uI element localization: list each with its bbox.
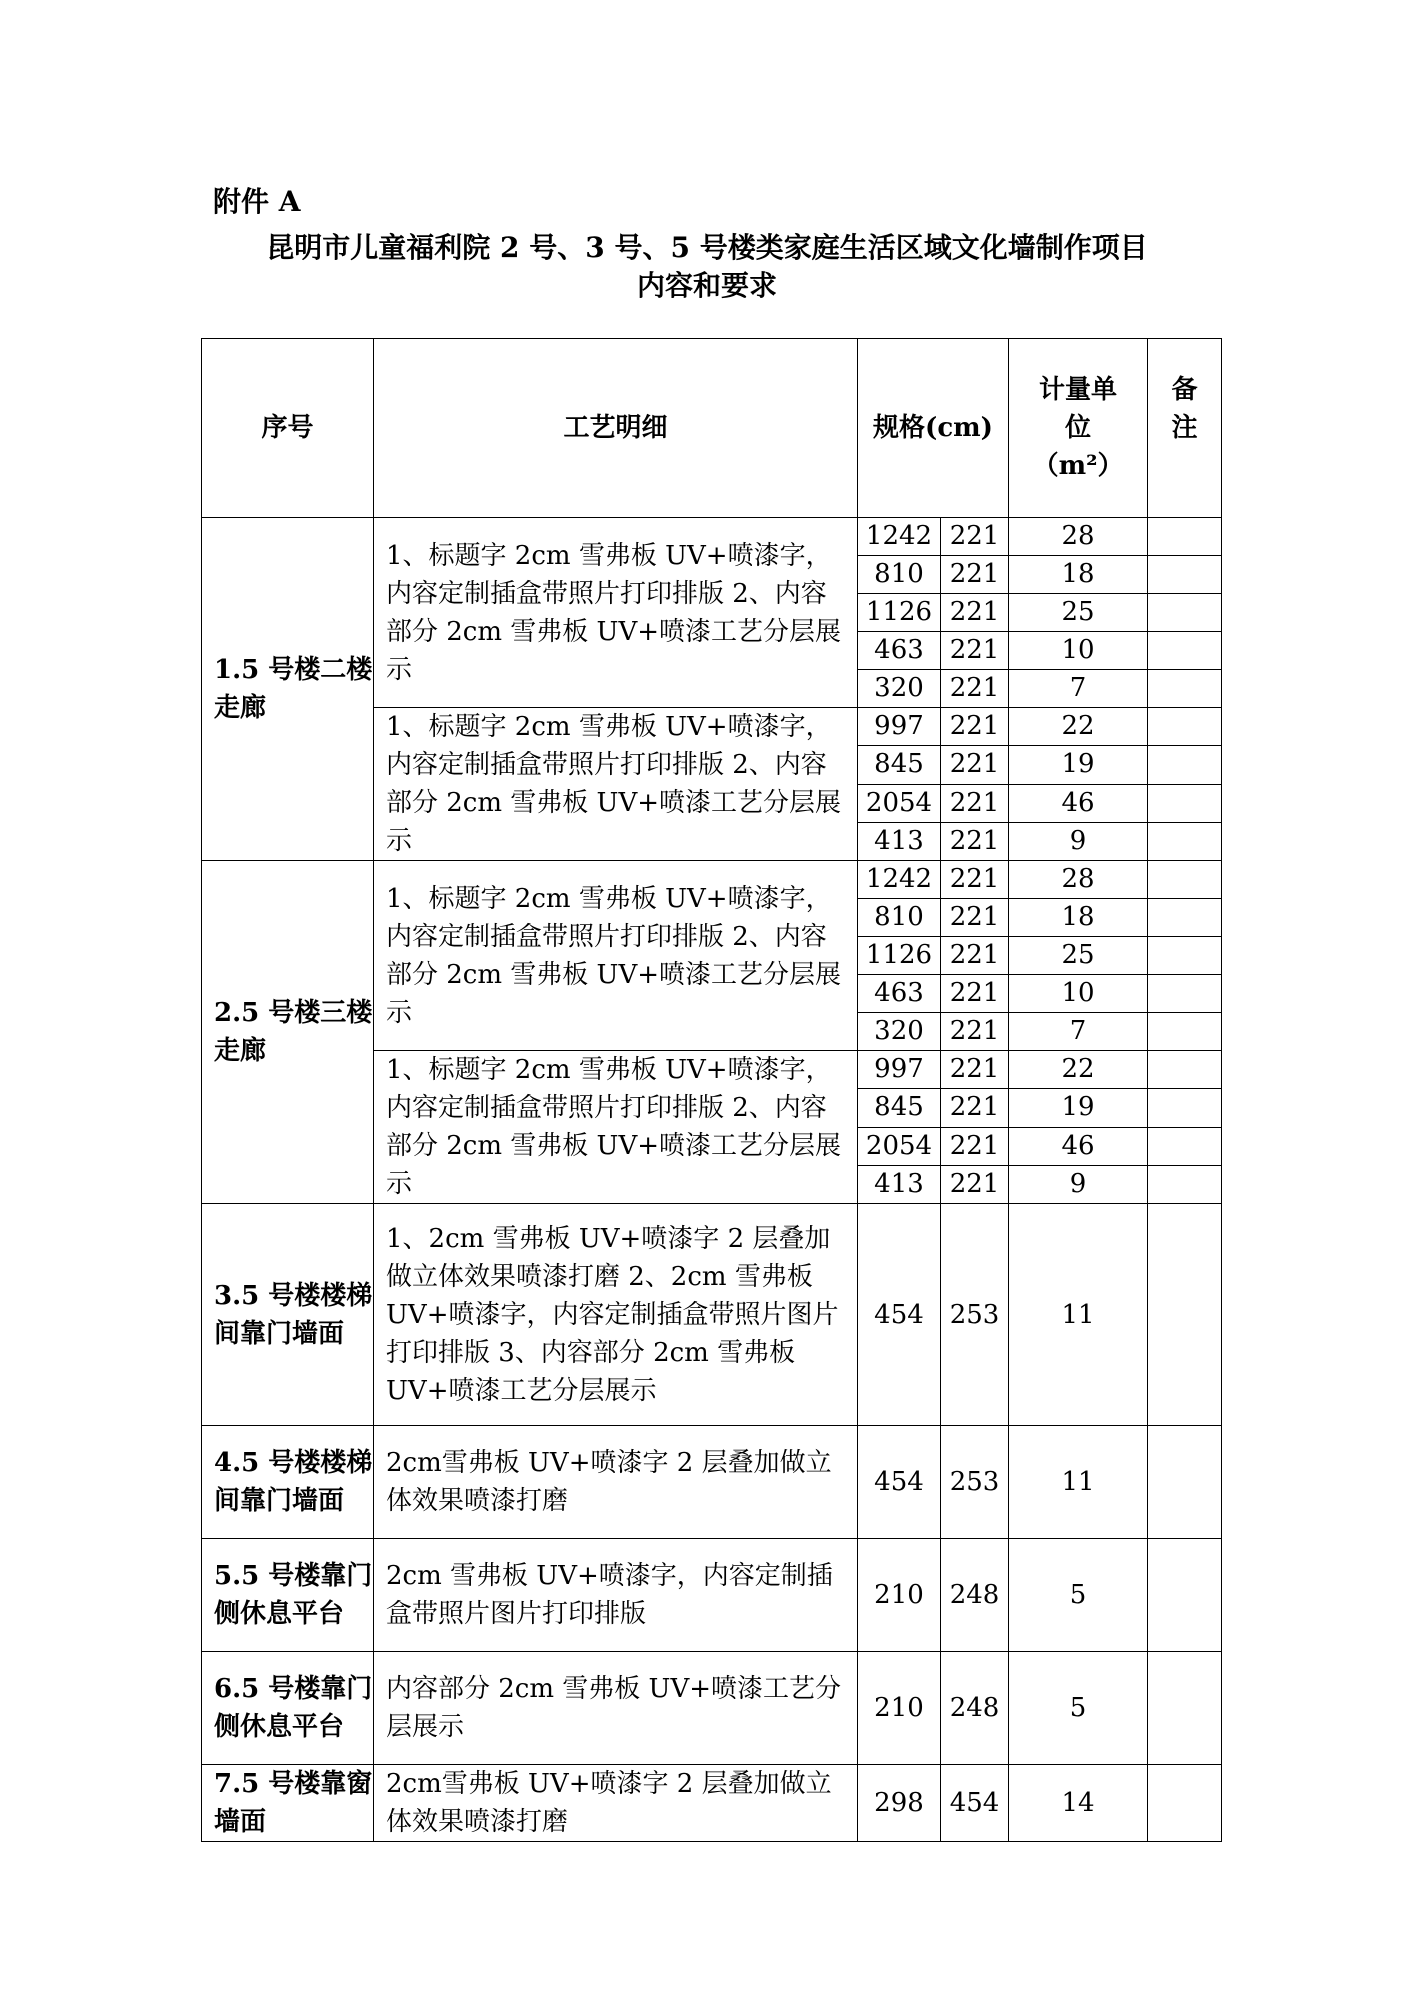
process-detail: 2cm 雪弗板 UV+喷漆字，内容定制插盒带照片图片打印排版 — [374, 1539, 858, 1652]
spec-width: 413 — [858, 822, 941, 860]
spec-width: 845 — [858, 746, 941, 784]
spec-height: 221 — [941, 1051, 1009, 1089]
table-row — [202, 1426, 1222, 1539]
header-unit — [1009, 339, 1148, 518]
remark-cell — [1148, 1765, 1222, 1842]
spec-height: 221 — [941, 556, 1009, 594]
remark-cell — [1148, 937, 1222, 975]
header-spec: 规格(cm) — [858, 339, 1009, 518]
spec-height: 221 — [941, 822, 1009, 860]
spec-width: 1126 — [858, 594, 941, 632]
remark-cell — [1148, 518, 1222, 556]
unit-area: 18 — [1009, 556, 1148, 594]
remark-cell — [1148, 1426, 1222, 1539]
unit-area: 28 — [1009, 518, 1148, 556]
spec-height: 221 — [941, 746, 1009, 784]
spec-height: 221 — [941, 708, 1009, 746]
spec-height: 221 — [941, 1165, 1009, 1203]
table-row — [202, 861, 1222, 899]
spec-width: 413 — [858, 1165, 941, 1203]
remark-cell — [1148, 1204, 1222, 1426]
unit-area: 19 — [1009, 746, 1148, 784]
spec-height: 221 — [941, 861, 1009, 899]
spec-width: 463 — [858, 632, 941, 670]
spec-height: 221 — [941, 937, 1009, 975]
section-label: 2.5 号楼三楼走廊 — [202, 861, 374, 1204]
process-detail: 1、标题字 2cm 雪弗板 UV+喷漆字，内容定制插盒带照片打印排版 2、内容部分 2cm 雪弗板 UV+喷漆工艺分层展示 — [374, 1051, 858, 1204]
unit-area: 5 — [1009, 1652, 1148, 1765]
remark-cell — [1148, 632, 1222, 670]
process-detail: 2cm雪弗板 UV+喷漆字 2 层叠加做立体效果喷漆打磨 — [374, 1765, 858, 1842]
spec-width: 1126 — [858, 937, 941, 975]
process-detail: 1、标题字 2cm 雪弗板 UV+喷漆字，内容定制插盒带照片打印排版 2、内容部分 2cm 雪弗板 UV+喷漆工艺分层展示 — [374, 708, 858, 861]
section-label: 4.5 号楼楼梯间靠门墙面 — [202, 1426, 374, 1539]
spec-width: 810 — [858, 899, 941, 937]
spec-height: 248 — [941, 1539, 1009, 1652]
spec-width: 320 — [858, 1013, 941, 1051]
spec-height: 253 — [941, 1426, 1009, 1539]
unit-area: 25 — [1009, 937, 1148, 975]
spec-height: 248 — [941, 1652, 1009, 1765]
remark-cell — [1148, 1089, 1222, 1127]
attachment-label: 附件 A — [213, 185, 301, 218]
spec-height: 221 — [941, 1089, 1009, 1127]
table-row — [202, 518, 1222, 556]
unit-area: 28 — [1009, 861, 1148, 899]
spec-width: 845 — [858, 1089, 941, 1127]
process-detail: 1、2cm 雪弗板 UV+喷漆字 2 层叠加做立体效果喷漆打磨 2、2cm 雪弗板 UV+喷漆字，内容定制插盒带照片图片打印排版 3、内容部分 2cm 雪弗板 UV+喷漆工艺分层展示 — [374, 1204, 858, 1426]
header-unit-line: 位 — [1065, 413, 1092, 443]
spec-width: 298 — [858, 1765, 941, 1842]
spec-height: 221 — [941, 784, 1009, 822]
unit-area: 9 — [1009, 1165, 1148, 1203]
remark-cell — [1148, 1013, 1222, 1051]
spec-width: 210 — [858, 1652, 941, 1765]
process-detail: 1、标题字 2cm 雪弗板 UV+喷漆字，内容定制插盒带照片打印排版 2、内容部分 2cm 雪弗板 UV+喷漆工艺分层展示 — [374, 518, 858, 708]
spec-width: 454 — [858, 1426, 941, 1539]
table-row — [202, 1765, 1222, 1842]
table-row — [202, 1652, 1222, 1765]
header-remark-line: 注 — [1171, 413, 1198, 443]
remark-cell — [1148, 746, 1222, 784]
process-detail: 内容部分 2cm 雪弗板 UV+喷漆工艺分层展示 — [374, 1652, 858, 1765]
unit-area: 9 — [1009, 822, 1148, 860]
unit-area: 7 — [1009, 1013, 1148, 1051]
remark-cell — [1148, 594, 1222, 632]
spec-width: 210 — [858, 1539, 941, 1652]
spec-height: 221 — [941, 899, 1009, 937]
table-row — [202, 1204, 1222, 1426]
section-label: 1.5 号楼二楼走廊 — [202, 518, 374, 861]
unit-area: 11 — [1009, 1204, 1148, 1426]
spec-height: 221 — [941, 632, 1009, 670]
spec-height: 221 — [941, 1013, 1009, 1051]
process-detail: 1、标题字 2cm 雪弗板 UV+喷漆字，内容定制插盒带照片打印排版 2、内容部分 2cm 雪弗板 UV+喷漆工艺分层展示 — [374, 861, 858, 1051]
remark-cell — [1148, 1165, 1222, 1203]
spec-height: 221 — [941, 594, 1009, 632]
unit-area: 22 — [1009, 708, 1148, 746]
unit-area: 22 — [1009, 1051, 1148, 1089]
remark-cell — [1148, 1051, 1222, 1089]
spec-width: 454 — [858, 1204, 941, 1426]
spec-height: 221 — [941, 670, 1009, 708]
unit-area: 14 — [1009, 1765, 1148, 1842]
requirements-table — [201, 338, 1222, 1842]
spec-width: 320 — [858, 670, 941, 708]
spec-width: 463 — [858, 975, 941, 1013]
spec-height: 221 — [941, 975, 1009, 1013]
spec-width: 2054 — [858, 784, 941, 822]
unit-area: 19 — [1009, 1089, 1148, 1127]
header-remark-line: 备 — [1171, 375, 1198, 405]
header-process: 工艺明细 — [374, 339, 858, 518]
spec-width: 810 — [858, 556, 941, 594]
remark-cell — [1148, 670, 1222, 708]
document-title: 昆明市儿童福利院 2 号、3 号、5 号楼类家庭生活区域文化墙制作项目 — [266, 231, 1148, 264]
unit-area: 10 — [1009, 632, 1148, 670]
spec-height: 253 — [941, 1204, 1009, 1426]
unit-area: 46 — [1009, 1127, 1148, 1165]
spec-height: 221 — [941, 1127, 1009, 1165]
remark-cell — [1148, 708, 1222, 746]
unit-area: 7 — [1009, 670, 1148, 708]
spec-width: 1242 — [858, 518, 941, 556]
spec-height: 221 — [941, 518, 1009, 556]
remark-cell — [1148, 822, 1222, 860]
section-label: 6.5 号楼靠门侧休息平台 — [202, 1652, 374, 1765]
spec-width: 997 — [858, 708, 941, 746]
unit-area: 25 — [1009, 594, 1148, 632]
remark-cell — [1148, 1127, 1222, 1165]
section-label: 7.5 号楼靠窗墙面 — [202, 1765, 374, 1842]
unit-area: 5 — [1009, 1539, 1148, 1652]
unit-area: 18 — [1009, 899, 1148, 937]
remark-cell — [1148, 975, 1222, 1013]
unit-area: 11 — [1009, 1426, 1148, 1539]
table-row — [202, 1539, 1222, 1652]
remark-cell — [1148, 1652, 1222, 1765]
spec-width: 2054 — [858, 1127, 941, 1165]
unit-area: 46 — [1009, 784, 1148, 822]
remark-cell — [1148, 899, 1222, 937]
spec-width: 997 — [858, 1051, 941, 1089]
remark-cell — [1148, 1539, 1222, 1652]
spec-width: 1242 — [858, 861, 941, 899]
document-subtitle: 内容和要求 — [636, 269, 777, 302]
spec-height: 454 — [941, 1765, 1009, 1842]
header-remark — [1148, 339, 1222, 518]
remark-cell — [1148, 861, 1222, 899]
section-label: 5.5 号楼靠门侧休息平台 — [202, 1539, 374, 1652]
header-unit-line: （m²） — [1032, 451, 1124, 481]
unit-area: 10 — [1009, 975, 1148, 1013]
header-unit-line: 计量单 — [1039, 375, 1118, 405]
remark-cell — [1148, 556, 1222, 594]
section-label: 3.5 号楼楼梯间靠门墙面 — [202, 1204, 374, 1426]
process-detail: 2cm雪弗板 UV+喷漆字 2 层叠加做立体效果喷漆打磨 — [374, 1426, 858, 1539]
table-header-row — [202, 339, 1222, 518]
remark-cell — [1148, 784, 1222, 822]
header-seq: 序号 — [202, 339, 374, 518]
